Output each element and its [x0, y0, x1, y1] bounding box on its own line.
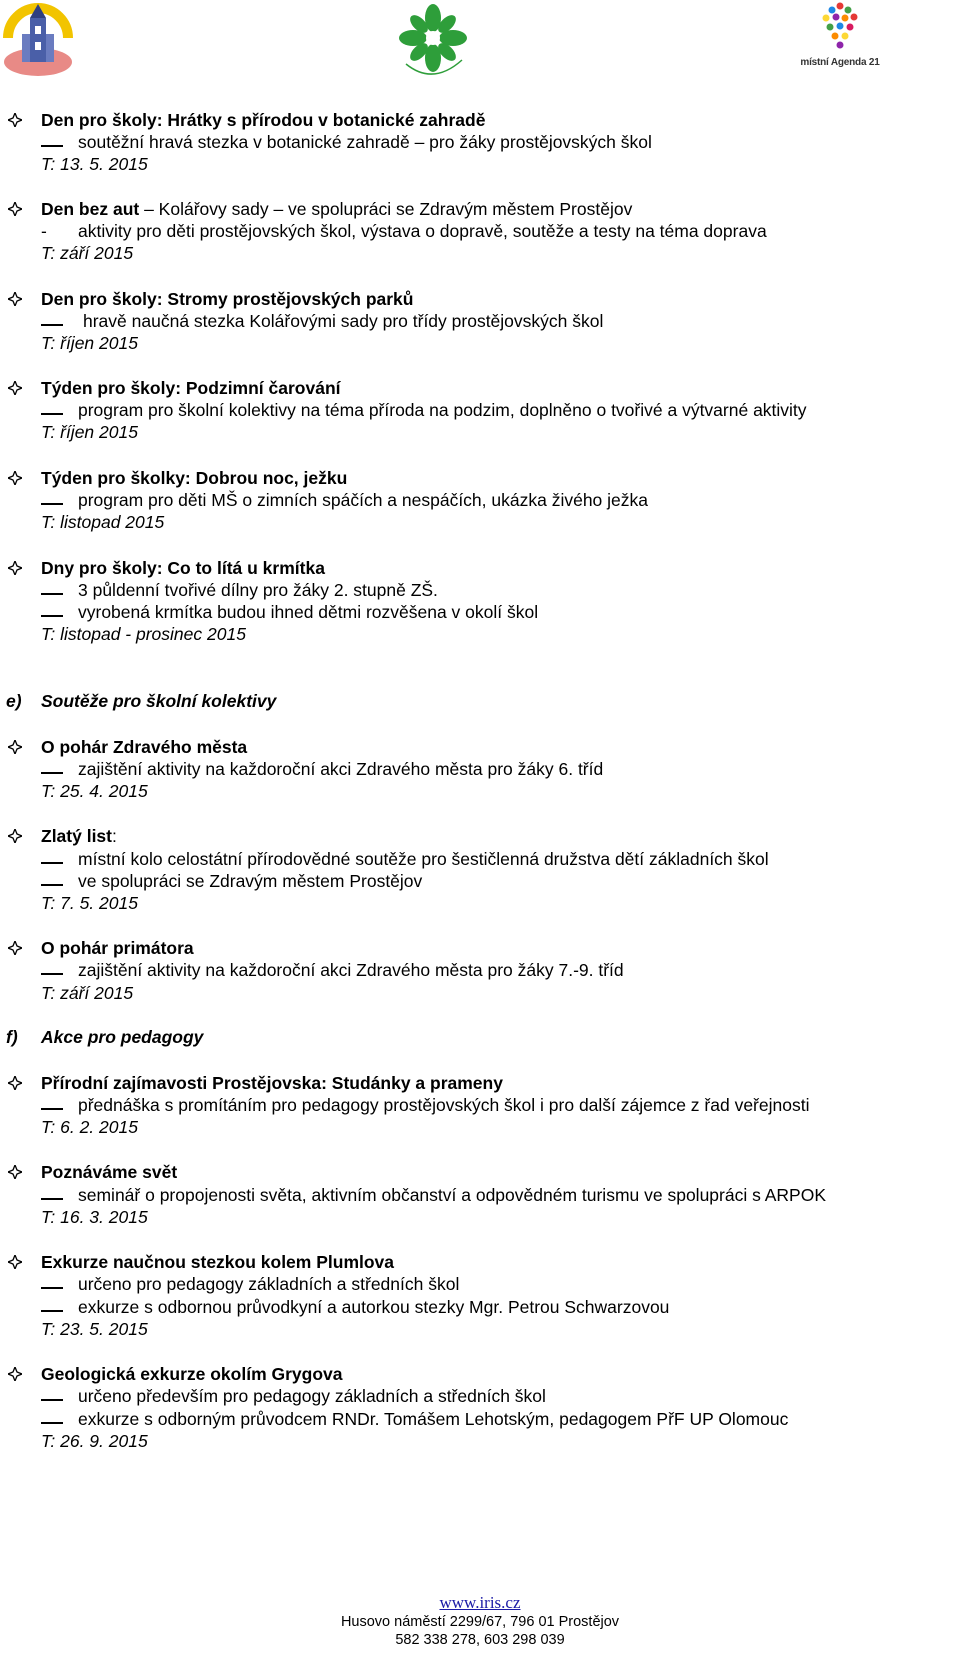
dash-marker [41, 1385, 69, 1407]
item-term: T: září 2015 [41, 983, 134, 1003]
dash-marker [41, 959, 69, 981]
item-desc: program pro školní kolektivy na téma příroda na podzim, doplněno o tvořivé a výtvarné aktivity [78, 400, 807, 420]
item-term: T: září 2015 [41, 243, 134, 263]
diamond-bullet-icon [8, 557, 30, 579]
diamond-bullet-icon [8, 288, 30, 310]
item-term: T: 6. 2. 2015 [41, 1117, 138, 1137]
item-desc: vyrobená krmítka budou ihned dětmi rozvěšena v okolí škol [78, 602, 539, 622]
item-desc: určeno především pro pedagogy základních a středních škol [78, 1386, 546, 1406]
item-title [41, 825, 117, 847]
item-title-bold: Den bez aut [41, 199, 140, 219]
item-title-rest: : [112, 826, 117, 846]
item-title: O pohár primátora [41, 938, 194, 958]
section-letter: f) [6, 1027, 18, 1047]
item-title: Dny pro školy: Co to lítá u krmítka [41, 558, 325, 578]
item-term: T: 16. 3. 2015 [41, 1207, 148, 1227]
diamond-bullet-icon [8, 937, 30, 959]
item-desc: zajištění aktivity na každoroční akci Zdravého města pro žáky 6. tříd [78, 759, 604, 779]
item-term: T: 23. 5. 2015 [41, 1319, 148, 1339]
dash-marker [41, 1184, 69, 1206]
dash-marker [41, 310, 69, 332]
dash-marker [41, 579, 69, 601]
diamond-bullet-icon [8, 1251, 30, 1273]
item-term: T: listopad - prosinec 2015 [41, 624, 246, 644]
dash-marker [41, 489, 69, 511]
dash-marker [41, 1094, 69, 1116]
footer-address: Husovo náměstí 2299/67, 796 01 Prostějov [340, 1614, 620, 1630]
item-desc: ve spolupráci se Zdravým městem Prostějov [78, 871, 423, 891]
item-desc: zajištění aktivity na každoroční akci Zdravého města pro žáky 7.-9. tříd [78, 960, 624, 980]
item-title: Geologická exkurze okolím Grygova [41, 1364, 343, 1384]
mistni-agenda-21-logo [790, 0, 890, 70]
item-title: Týden pro školky: Dobrou noc, ježku [41, 468, 348, 488]
zdrave-mesto-prostejov-logo [0, 0, 76, 80]
cso-logo [392, 0, 474, 82]
item-desc: exkurze s odbornou průvodkyní a autorkou stezky Mgr. Petrou Schwarzovou [78, 1297, 670, 1317]
item-desc: určeno pro pedagogy základních a středních škol [78, 1274, 460, 1294]
diamond-bullet-icon [8, 467, 30, 489]
section-letter: e) [6, 691, 22, 711]
item-desc: exkurze s odborným průvodcem RNDr. Tomášem Lehotským, pedagogem PřF UP Olomouc [78, 1409, 789, 1429]
item-title: Poznáváme svět [41, 1162, 178, 1182]
item-term: T: 25. 4. 2015 [41, 781, 148, 801]
item-term: T: 26. 9. 2015 [41, 1431, 148, 1451]
item-title [41, 198, 632, 220]
item-title: Týden pro školy: Podzimní čarování [41, 378, 341, 398]
section-title: Akce pro pedagogy [41, 1027, 204, 1047]
diamond-bullet-icon [8, 198, 30, 220]
item-title: Exkurze naučnou stezkou kolem Plumlova [41, 1252, 395, 1272]
dash-marker [41, 1408, 69, 1430]
item-term: T: říjen 2015 [41, 333, 138, 353]
diamond-bullet-icon [8, 825, 30, 847]
item-desc: seminář o propojenosti světa, aktivním občanství a odpovědném turismu ve spolupráci s ARPOK [78, 1185, 827, 1205]
dash-marker [41, 758, 69, 780]
dash-marker [41, 131, 69, 153]
footer-url-line [0, 1594, 960, 1613]
dash-marker [41, 399, 69, 421]
item-desc: přednáška s promítáním pro pedagogy prostějovských škol i pro další zájemce z řad veřejnosti [78, 1095, 810, 1115]
dash-marker [41, 1273, 69, 1295]
dash-marker [41, 1296, 69, 1318]
item-title-bold: Zlatý list [41, 826, 112, 846]
section-title: Soutěže pro školní kolektivy [41, 691, 277, 711]
item-term: T: říjen 2015 [41, 422, 138, 442]
item-desc: program pro děti MŠ o zimních spáčích a nespáčích, ukázka živého ježka [78, 490, 648, 510]
dash-marker [41, 870, 69, 892]
item-title: Den pro školy: Hrátky s přírodou v botanické zahradě [41, 110, 486, 130]
diamond-bullet-icon [8, 1072, 30, 1094]
item-term: T: listopad 2015 [41, 512, 165, 532]
item-desc: místní kolo celostátní přírodovědné soutěže pro šestičlenná družstva dětí základních škol [78, 849, 769, 869]
footer-website-link[interactable]: www.iris.cz [439, 1593, 521, 1612]
diamond-bullet-icon [8, 736, 30, 758]
dash-marker [41, 601, 69, 623]
diamond-bullet-icon [8, 109, 30, 131]
dash-marker [41, 848, 69, 870]
agenda-21-label: místní Agenda 21 [800, 57, 880, 68]
item-term: T: 13. 5. 2015 [41, 154, 148, 174]
footer-phones: 582 338 278, 603 298 039 [395, 1632, 565, 1648]
diamond-bullet-icon [8, 1363, 30, 1385]
item-desc: hravě naučná stezka Kolářovými sady pro třídy prostějovských škol [83, 311, 604, 331]
item-title: O pohár Zdravého města [41, 737, 248, 757]
diamond-bullet-icon [8, 1161, 30, 1183]
hyphen-marker: - [41, 221, 47, 241]
item-title: Den pro školy: Stromy prostějovských parků [41, 289, 414, 309]
item-desc: aktivity pro děti prostějovských škol, výstava o dopravě, soutěže a testy na téma doprava [78, 221, 767, 241]
item-desc: soutěžní hravá stezka v botanické zahradě – pro žáky prostějovských škol [78, 132, 652, 152]
item-title: Přírodní zajímavosti Prostějovska: Studánky a prameny [41, 1073, 503, 1093]
diamond-bullet-icon [8, 377, 30, 399]
item-term: T: 7. 5. 2015 [41, 893, 138, 913]
item-desc: 3 půldenní tvořivé dílny pro žáky 2. stupně ZŠ. [78, 580, 438, 600]
item-title-rest: – Kolářovy sady – ve spolupráci se Zdravým městem Prostějov [139, 199, 633, 219]
